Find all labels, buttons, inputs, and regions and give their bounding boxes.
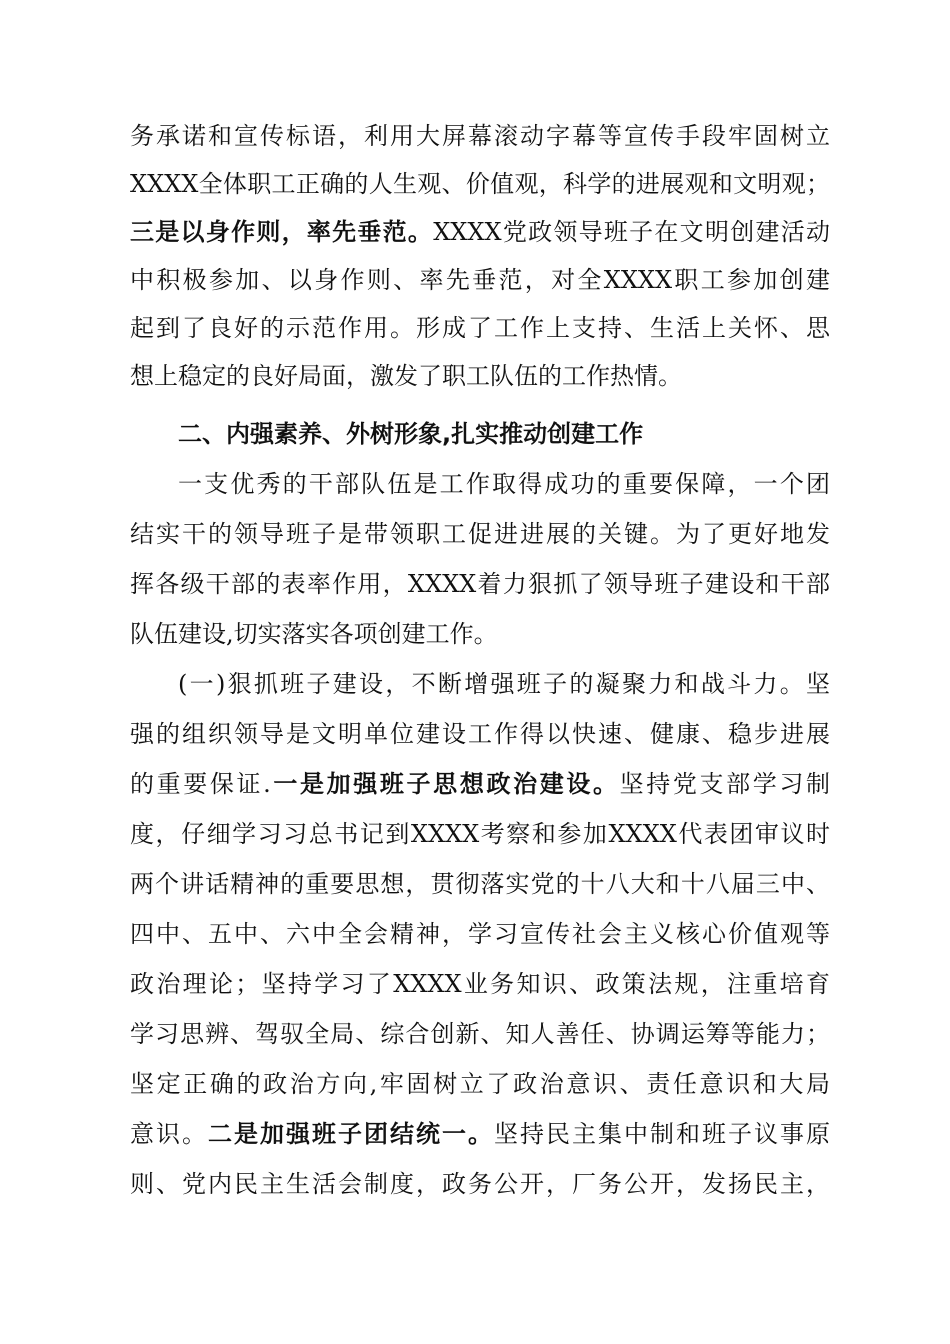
text-span: 则、党内民主生活会制度，政务公开，厂务公开，发扬民主， <box>130 1170 830 1198</box>
bold-phrase: 三是以身作则，率先垂范。 <box>130 218 434 246</box>
text-line <box>130 168 830 200</box>
text-span: 中积极参加、以身作则、率先垂范，对全XXXX职工参加创建 <box>130 266 830 294</box>
text-span: 政治理论；坚持学习了XXXX业务知识、政策法规，注重培育 <box>130 970 830 998</box>
bold-phrase: 一是加强班子思想政治建设。 <box>270 770 620 798</box>
text-span: 队伍建设,切实落实各项创建工作。 <box>130 620 498 648</box>
text-span: 坚持民主集中制和班子议事原 <box>494 1120 830 1148</box>
text-line <box>130 818 830 850</box>
text-span: 学习思辨、驾驭全局、综合创新、知人善任、协调运筹等能力； <box>130 1020 830 1048</box>
text-span: 的重要保证. <box>130 770 271 798</box>
text-span: 意识。 <box>130 1120 208 1148</box>
text-line <box>130 868 830 900</box>
text-line <box>130 360 830 392</box>
text-span: 度，仔细学习习总书记到XXXX考察和参加XXXX代表团审议时 <box>130 820 830 848</box>
text-span: 两个讲话精神的重要思想，贯彻落实党的十八大和十八届三中、 <box>130 870 830 898</box>
text-line <box>130 1068 830 1100</box>
text-line <box>130 264 830 296</box>
text-line <box>130 312 830 344</box>
text-line <box>130 768 830 800</box>
text-span: 一支优秀的干部队伍是工作取得成功的重要保障，一个团 <box>178 470 830 498</box>
text-span: 务承诺和宣传标语，利用大屏幕滚动字幕等宣传手段牢固树立 <box>130 122 830 150</box>
text-line <box>130 618 830 650</box>
text-span: 结实干的领导班子是带领职工促进进展的关键。为了更好地发 <box>130 520 830 548</box>
text-span: (一)狠抓班子建设，不断增强班子的凝聚力和战斗力。坚 <box>178 670 830 698</box>
text-line <box>178 668 830 700</box>
text-line <box>130 568 830 600</box>
text-span: 起到了良好的示范作用。形成了工作上支持、生活上关怀、思 <box>130 314 830 342</box>
text-line <box>130 1168 830 1200</box>
text-span: XXXX全体职工正确的人生观、价值观，科学的进展观和文明观； <box>130 170 830 198</box>
text-span: XXXX党政领导班子在文明创建活动 <box>433 218 831 246</box>
text-span: 想上稳定的良好局面，激发了职工队伍的工作热情。 <box>130 362 682 390</box>
text-span: 挥各级干部的表率作用，XXXX着力狠抓了领导班子建设和干部 <box>130 570 830 598</box>
bold-phrase: 二是加强班子团结统一。 <box>208 1120 494 1148</box>
text-span: 坚定正确的政治方向,牢固树立了政治意识、责任意识和大局 <box>130 1070 830 1098</box>
heading-text: 二、内强素养、外树形象,扎实推动创建工作 <box>178 420 644 448</box>
text-line <box>130 918 830 950</box>
text-span: 强的组织领导是文明单位建设工作得以快速、健康、稳步进展 <box>130 720 830 748</box>
text-line <box>130 968 830 1000</box>
text-line <box>130 518 830 550</box>
text-span: 坚持党支部学习制 <box>619 770 830 798</box>
text-line <box>130 216 830 248</box>
text-line <box>130 120 830 152</box>
text-line <box>178 468 830 500</box>
text-line <box>130 1118 830 1150</box>
text-line <box>130 718 830 750</box>
text-line <box>130 1018 830 1050</box>
section-heading <box>178 418 830 450</box>
text-span: 四中、五中、六中全会精神，学习宣传社会主义核心价值观等 <box>130 920 830 948</box>
